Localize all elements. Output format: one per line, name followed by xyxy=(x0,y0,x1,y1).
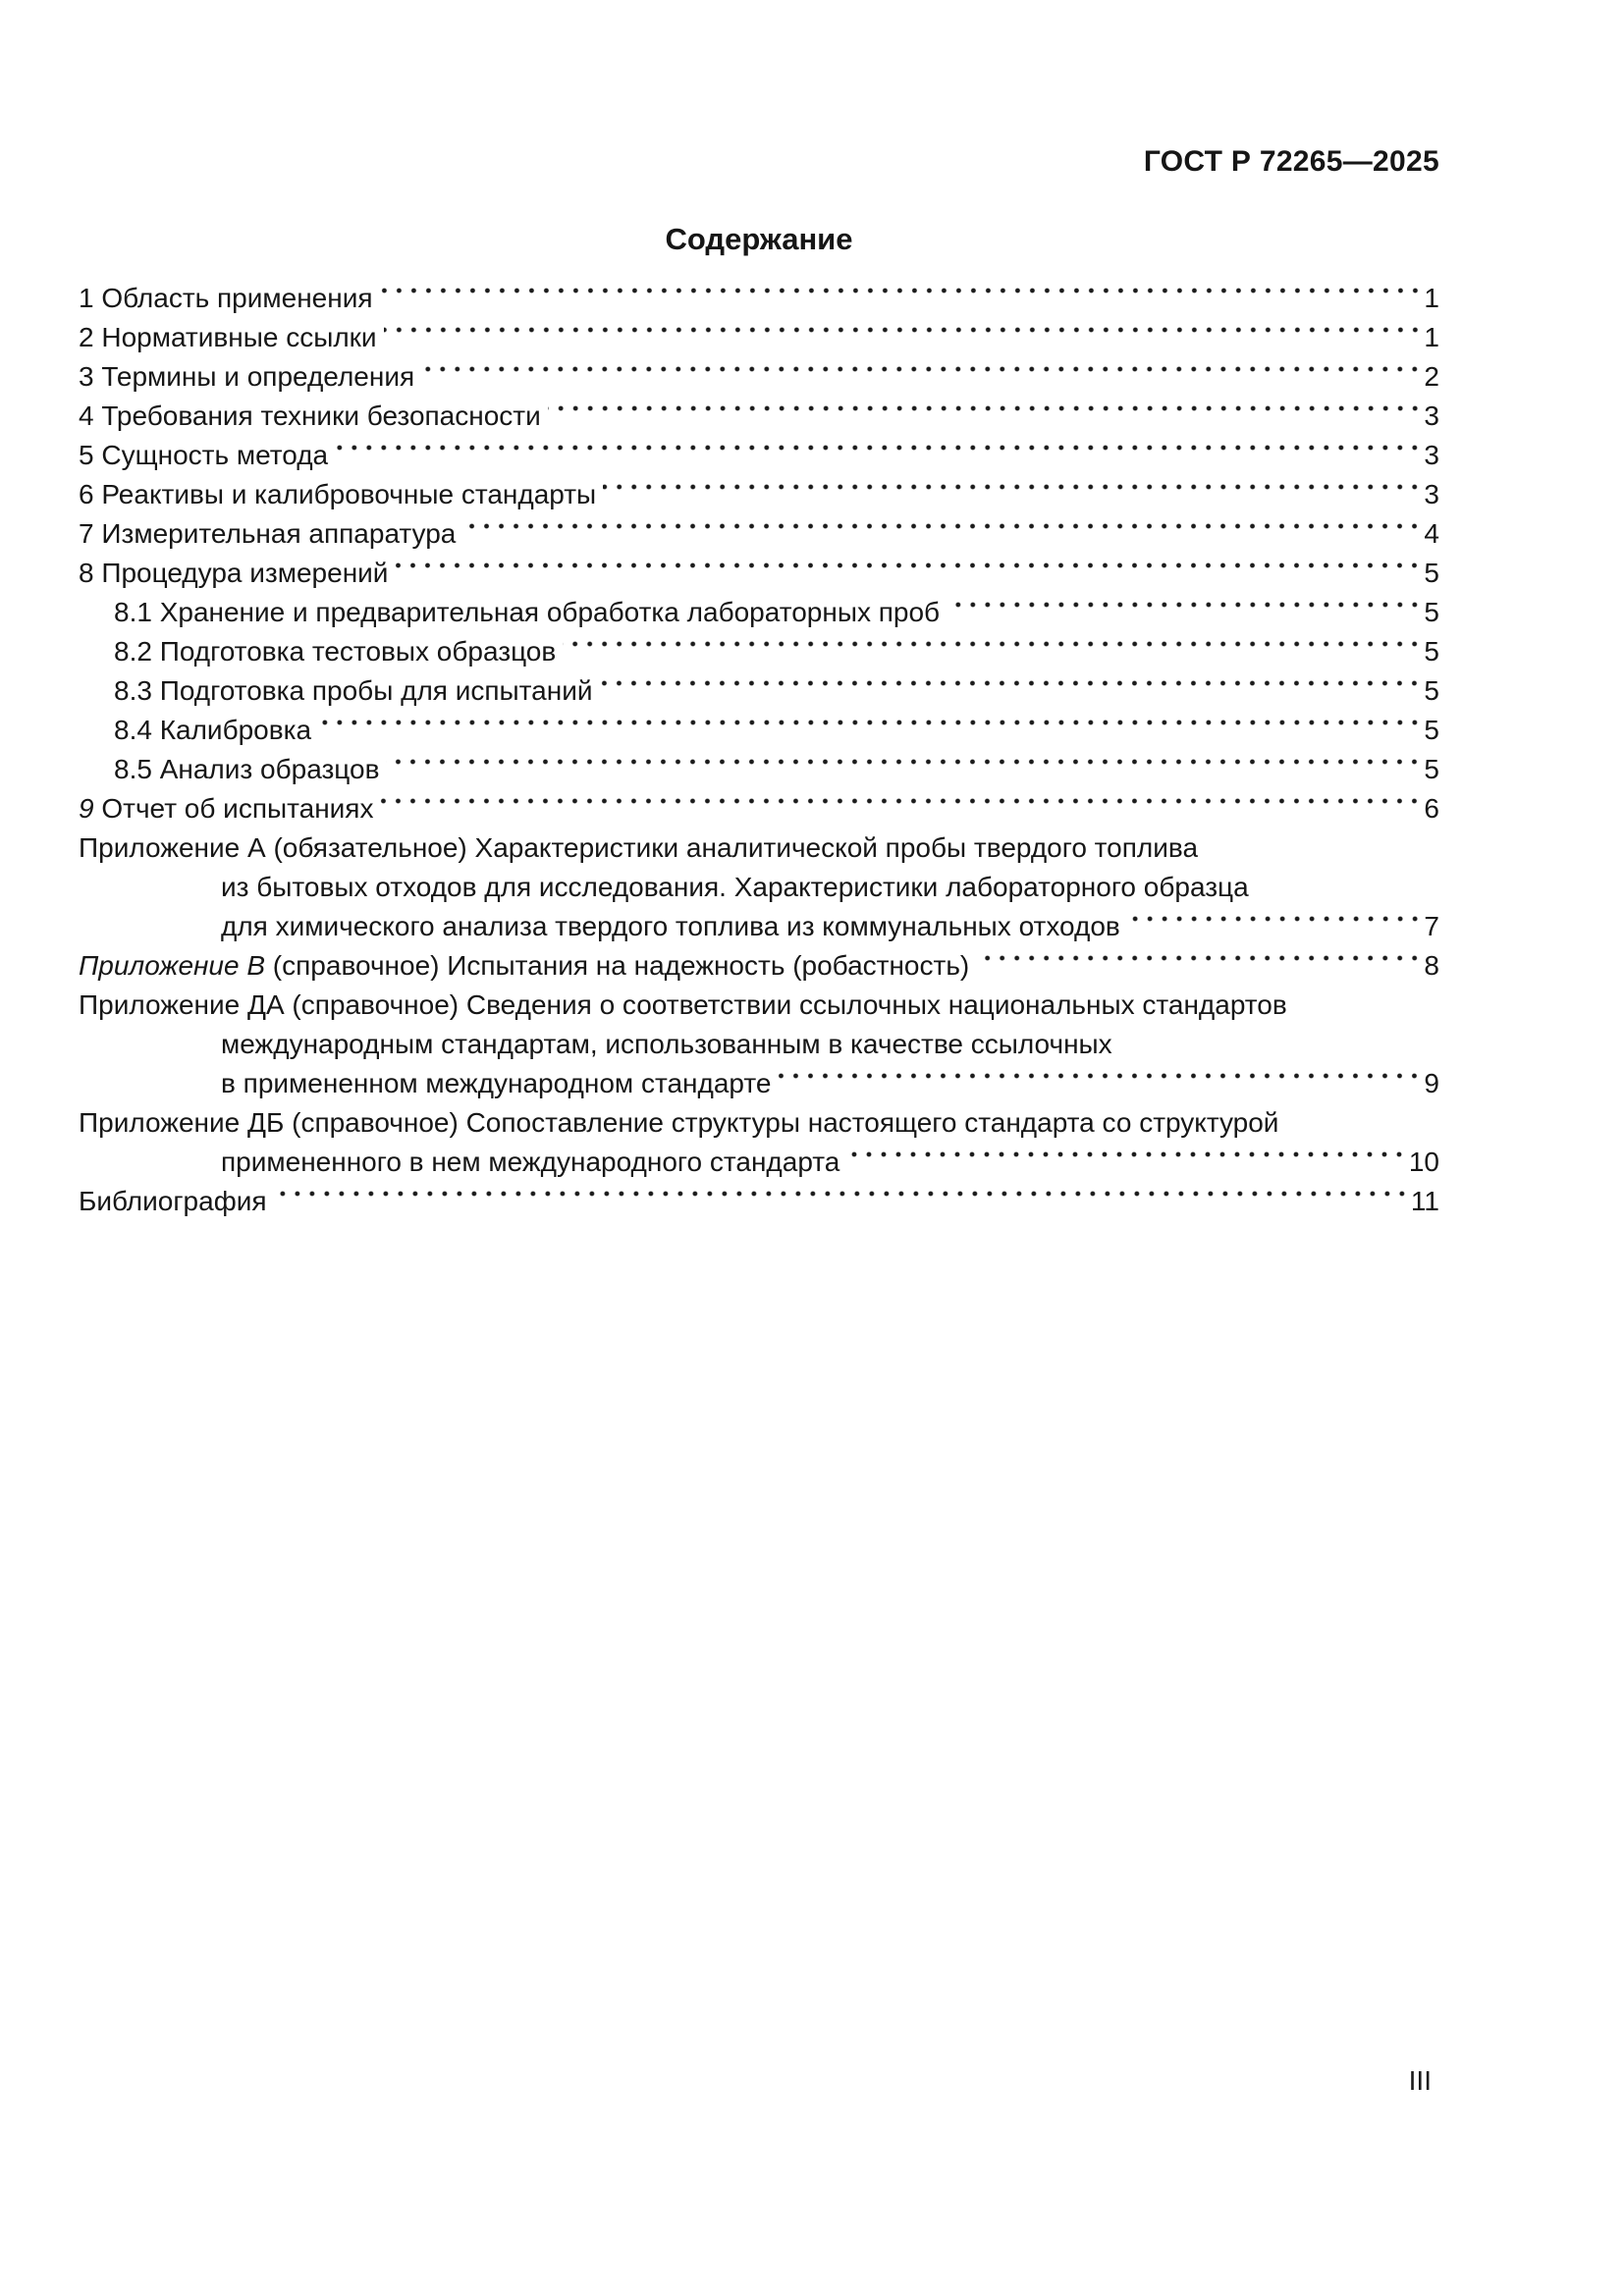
dot-leader xyxy=(563,632,1424,671)
toc-entry xyxy=(79,986,1439,1103)
toc-entry xyxy=(79,554,1439,593)
dot-leader xyxy=(318,711,1424,750)
toc-entry-label: в примененном международном стандарте xyxy=(221,1068,772,1098)
toc-entry-label: 7 Измерительная аппаратура xyxy=(79,518,457,549)
toc-entry xyxy=(79,593,1439,632)
toc-entry-page-number: 6 xyxy=(1424,793,1439,824)
toc-entry xyxy=(79,514,1439,554)
toc-entry xyxy=(79,318,1439,357)
toc-entry xyxy=(79,946,1439,986)
toc-entry-page-number: 5 xyxy=(1424,597,1439,627)
toc-entry-page-number: 11 xyxy=(1410,1186,1439,1216)
dot-leader xyxy=(395,554,1424,593)
toc-entry xyxy=(79,397,1439,436)
toc-entry xyxy=(79,750,1439,789)
toc-entry-page-number: 3 xyxy=(1424,440,1439,470)
toc-entry-page-number: 1 xyxy=(1424,322,1439,352)
toc-list xyxy=(79,279,1439,1221)
dot-leader xyxy=(384,318,1425,357)
toc-entry-label: 1 Область применения xyxy=(79,283,373,313)
toc-entry-page-number: 9 xyxy=(1424,1068,1439,1098)
dot-leader xyxy=(947,593,1424,632)
toc-entry-label: 6 Реактивы и калибровочные стандарты xyxy=(79,479,597,509)
toc-entry xyxy=(79,789,1439,828)
toc-entry xyxy=(79,711,1439,750)
toc-entry-label: 8.3 Подготовка пробы для испытаний xyxy=(114,675,593,706)
dot-leader xyxy=(599,671,1424,711)
dot-leader xyxy=(778,1064,1424,1103)
dot-leader xyxy=(335,436,1424,475)
dot-leader xyxy=(380,789,1424,828)
toc-entry-label: для химического анализа твердого топлива из коммунальных отходов xyxy=(221,911,1120,941)
toc-entry-label: 9 Отчет об испытаниях xyxy=(79,793,374,824)
dot-leader xyxy=(274,1182,1411,1221)
toc-entry xyxy=(79,436,1439,475)
toc-entry-page-number: 3 xyxy=(1424,400,1439,431)
dot-leader xyxy=(976,946,1424,986)
toc-entry-page-number: 7 xyxy=(1424,911,1439,941)
dot-leader xyxy=(846,1143,1408,1182)
dot-leader xyxy=(603,475,1424,514)
dot-leader xyxy=(421,357,1424,397)
dot-leader xyxy=(380,279,1425,318)
toc-entry-page-number: 5 xyxy=(1424,754,1439,784)
toc-entry-label: Приложение ДБ (справочное) Сопоставление структуры настоящего стандарта со структурой xyxy=(79,1107,1279,1138)
toc-entry xyxy=(79,357,1439,397)
standard-designation: ГОСТ Р 72265—2025 xyxy=(1143,145,1439,178)
toc-entry-page-number: 4 xyxy=(1424,518,1439,549)
toc-entry-label: из бытовых отходов для исследования. Характеристики лабораторного образца xyxy=(221,872,1249,902)
toc-entry-page-number: 5 xyxy=(1424,558,1439,588)
toc-entry-label: 8.1 Хранение и предварительная обработка лабораторных проб xyxy=(114,597,941,627)
toc-entry-label: 3 Термины и определения xyxy=(79,361,415,392)
dot-leader xyxy=(1127,907,1425,946)
toc-entry-label: 4 Требования техники безопасности xyxy=(79,400,541,431)
dot-leader xyxy=(548,397,1425,436)
toc-entry-label: примененного в нем международного стандарта xyxy=(221,1147,840,1177)
toc-entry-label: 5 Сущность метода xyxy=(79,440,329,470)
toc-entry-label: Библиография xyxy=(79,1186,267,1216)
dot-leader xyxy=(386,750,1424,789)
toc-entry xyxy=(79,828,1439,946)
toc-entry xyxy=(79,279,1439,318)
toc-entry-label: Приложение В (справочное) Испытания на надежность (робастность) xyxy=(79,950,970,981)
toc-entry-page-number: 5 xyxy=(1424,715,1439,745)
toc-entry-page-number: 8 xyxy=(1424,950,1439,981)
toc-entry xyxy=(79,1103,1439,1182)
page-title: Содержание xyxy=(665,222,853,256)
toc-entry-page-number: 1 xyxy=(1424,283,1439,313)
toc-entry xyxy=(79,475,1439,514)
toc-entry-label: 8 Процедура измерений xyxy=(79,558,389,588)
toc-entry xyxy=(79,1182,1439,1221)
folio-page-number: III xyxy=(1408,2065,1432,2096)
toc-entry-label: международным стандартам, использованным в качестве ссылочных xyxy=(221,1029,1112,1059)
toc-entry-label: 8.5 Анализ образцов xyxy=(114,754,380,784)
dot-leader xyxy=(462,514,1424,554)
toc-entry-label: 8.4 Калибровка xyxy=(114,715,312,745)
toc-entry-page-number: 2 xyxy=(1424,361,1439,392)
toc-entry xyxy=(79,671,1439,711)
toc-entry-page-number: 10 xyxy=(1408,1147,1439,1177)
toc-entry-label: 8.2 Подготовка тестовых образцов xyxy=(114,636,557,667)
toc-entry-label: Приложение А (обязательное) Характеристики аналитической пробы твердого топлива xyxy=(79,832,1199,863)
toc-entry xyxy=(79,632,1439,671)
toc-entry-label: 2 Нормативные ссылки xyxy=(79,322,377,352)
toc-entry-page-number: 5 xyxy=(1424,675,1439,706)
toc-entry-page-number: 5 xyxy=(1424,636,1439,667)
toc-entry-label: Приложение ДА (справочное) Сведения о соответствии ссылочных национальных стандартов xyxy=(79,989,1287,1020)
toc-entry-page-number: 3 xyxy=(1424,479,1439,509)
